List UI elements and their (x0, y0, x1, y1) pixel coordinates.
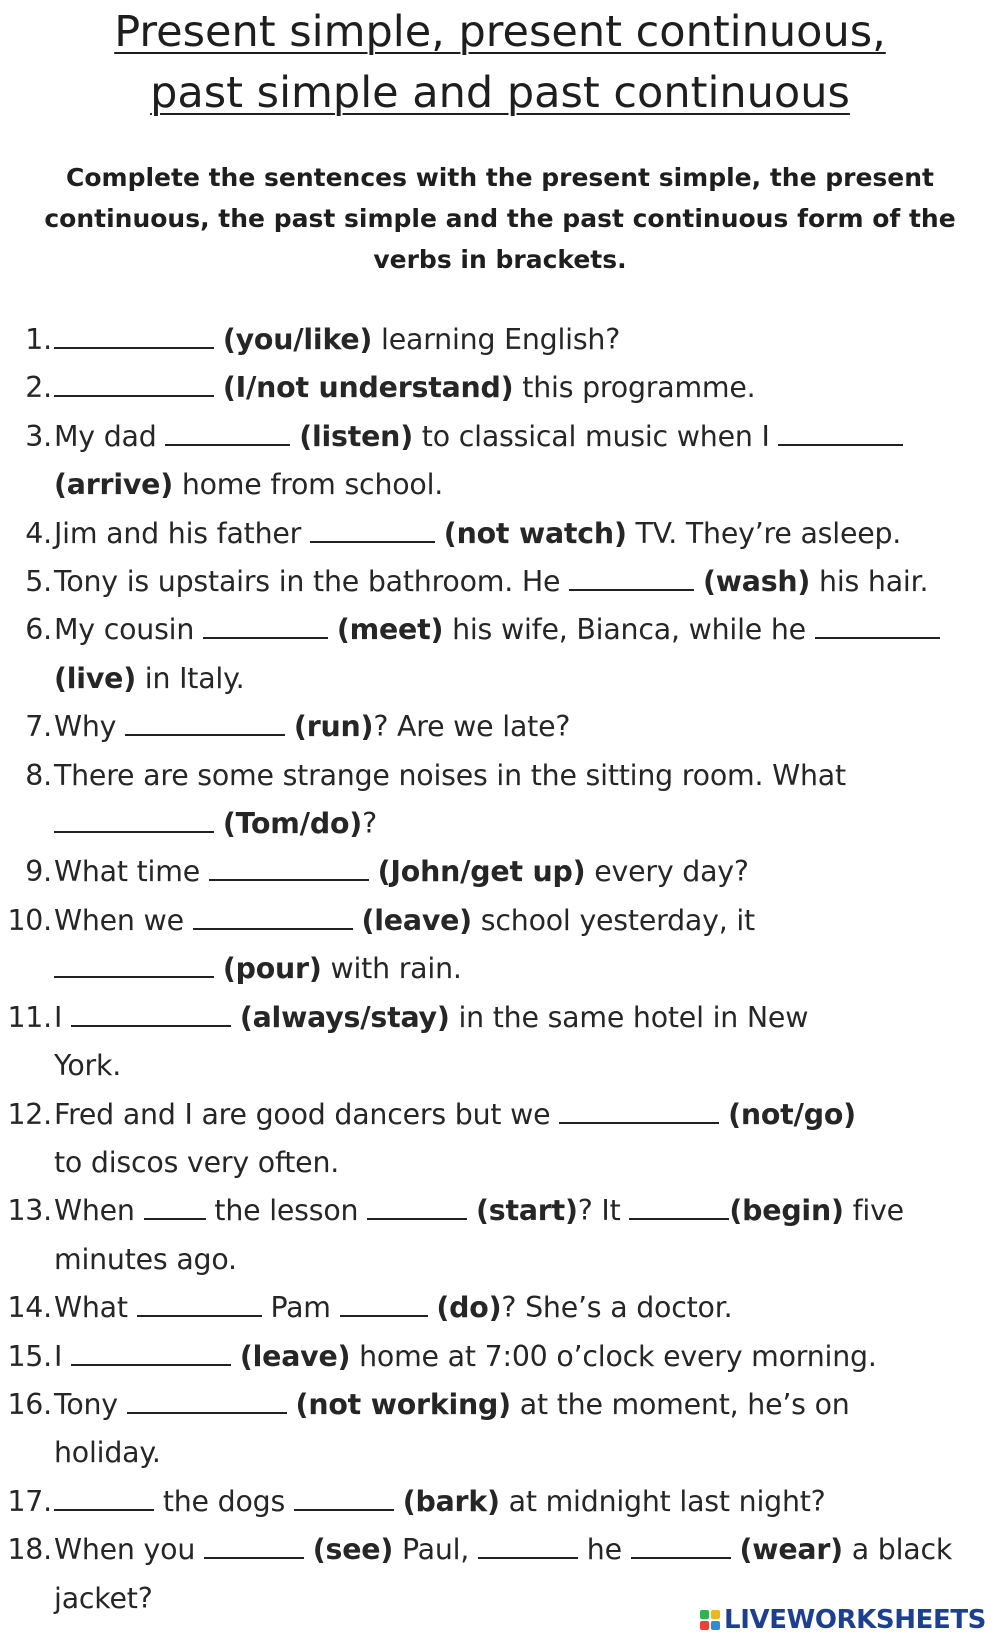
item-number: 10. (7, 903, 52, 937)
answer-blank[interactable] (310, 521, 435, 543)
verb-hint: (do) (436, 1291, 502, 1325)
text: ? Are we late? (373, 710, 571, 744)
text: holiday. (54, 1436, 161, 1470)
text (214, 323, 223, 356)
text: I (54, 1339, 71, 1373)
text: What (54, 1291, 137, 1325)
item-number: 16. (7, 1387, 52, 1421)
text: There are some strange noises in the sitting room. What (54, 758, 846, 792)
text: When (54, 1194, 144, 1228)
item-number: 14. (7, 1291, 52, 1325)
text: Jim and his father (54, 516, 310, 550)
item-number: 5. (25, 565, 52, 599)
text: Fred and I are good dancers but we (54, 1097, 560, 1131)
text: When we (54, 903, 193, 937)
text: at midnight last night? (499, 1484, 826, 1518)
verb-hint: (bark) (402, 1484, 500, 1518)
list-item (0, 1381, 1000, 1478)
list-item (0, 1478, 1000, 1526)
title-line-2: past simple and past continuous (150, 68, 850, 118)
text: ? (362, 807, 377, 841)
answer-blank[interactable] (144, 1198, 206, 1220)
text: with rain. (321, 952, 462, 986)
answer-blank[interactable] (54, 1489, 154, 1511)
list-item (0, 897, 1000, 994)
list-item (0, 1091, 1000, 1188)
item-number: 17. (7, 1484, 52, 1518)
text: minutes ago. (54, 1242, 237, 1276)
list-item (0, 848, 1000, 896)
answer-blank[interactable] (367, 1198, 467, 1220)
answer-blank[interactable] (778, 424, 903, 446)
text: this programme. (513, 371, 756, 405)
text: Paul, (393, 1533, 478, 1567)
item-number: 7. (25, 710, 52, 744)
text: My cousin (54, 613, 203, 647)
answer-blank[interactable] (54, 811, 214, 833)
text: Pam (261, 1291, 340, 1325)
list-item (0, 1333, 1000, 1381)
text: What time (54, 855, 209, 889)
item-number: 13. (7, 1194, 52, 1228)
answer-blank[interactable] (478, 1537, 578, 1559)
text: he (577, 1533, 631, 1567)
text: in the same hotel in New (449, 1000, 809, 1034)
text: When you (54, 1533, 204, 1567)
item-number: 3. (25, 419, 52, 453)
list-item (0, 1187, 1000, 1284)
liveworksheets-logo (700, 1605, 986, 1635)
answer-blank[interactable] (54, 375, 214, 397)
list-item (0, 752, 1000, 849)
text: the lesson (205, 1194, 368, 1228)
text: jacket? (54, 1581, 153, 1615)
verb-hint: (listen) (299, 419, 413, 453)
verb-hint: (Tom/do) (222, 807, 363, 841)
text: My dad (54, 419, 166, 453)
answer-blank[interactable] (165, 424, 290, 446)
verb-hint: (begin) (729, 1194, 844, 1228)
answer-blank[interactable] (204, 1537, 304, 1559)
text: every day? (585, 855, 749, 889)
text: his wife, Bianca, while he (443, 613, 815, 647)
verb-hint: (not/go) (728, 1097, 856, 1131)
answer-blank[interactable] (125, 714, 285, 736)
answer-blank[interactable] (815, 617, 940, 639)
answer-blank[interactable] (54, 956, 214, 978)
answer-blank[interactable] (203, 617, 328, 639)
verb-hint: (I/not understand) (222, 371, 514, 405)
text: at the moment, he’s on (510, 1387, 850, 1421)
text: Tony is upstairs in the bathroom. He (54, 565, 570, 599)
answer-blank[interactable] (294, 1489, 394, 1511)
logo-icon (700, 1610, 720, 1630)
verb-hint: (you/like) (222, 323, 373, 356)
text: in Italy. (135, 661, 245, 695)
text: ? It (577, 1194, 630, 1228)
text: to classical music when I (412, 419, 779, 453)
answer-blank[interactable] (127, 1392, 287, 1414)
item-number: 9. (25, 855, 52, 889)
list-item (0, 558, 1000, 606)
text: to discos very often. (54, 1145, 340, 1179)
verb-hint: (pour) (222, 952, 322, 986)
answer-blank[interactable] (559, 1102, 719, 1124)
item-number: 1. (25, 323, 52, 356)
list-item (0, 316, 1000, 364)
verb-hint: (not watch) (443, 516, 627, 550)
item-number: 8. (25, 758, 52, 792)
list-item (0, 994, 1000, 1091)
text: five (843, 1194, 904, 1228)
answer-blank[interactable] (193, 908, 353, 930)
answer-blank[interactable] (137, 1295, 262, 1317)
item-number: 4. (25, 516, 52, 550)
title-line-1: Present simple, present continuous, (114, 7, 886, 57)
item-number: 2. (25, 371, 52, 405)
list-item (0, 703, 1000, 751)
item-number: 6. (25, 613, 52, 647)
instructions: Complete the sentences with the present simple, the present continuous, the past simple and the past continuous form of the verbs in brackets. (44, 163, 956, 274)
item-number: 18. (7, 1533, 52, 1567)
verb-hint: (start) (475, 1194, 578, 1228)
text: his hair. (810, 565, 929, 599)
answer-blank[interactable] (631, 1537, 731, 1559)
text: school yesterday, it (471, 903, 755, 937)
text: TV. They’re asleep. (626, 516, 902, 550)
item-number: 11. (7, 1000, 52, 1034)
worksheet-title (0, 0, 1000, 124)
list-item (0, 606, 1000, 703)
answer-blank[interactable] (209, 859, 369, 881)
verb-hint: (leave) (361, 903, 472, 937)
verb-hint: (arrive) (54, 468, 174, 502)
text: home from school. (173, 468, 444, 502)
verb-hint: (always/stay) (239, 1000, 450, 1034)
answer-blank[interactable] (54, 327, 214, 349)
verb-hint: (not working) (295, 1387, 511, 1421)
exercise-list (0, 316, 1000, 1623)
text: the dogs (154, 1484, 294, 1518)
list-item (0, 510, 1000, 558)
text: ? She’s a doctor. (501, 1291, 733, 1325)
verb-hint: (wash) (702, 565, 811, 599)
text: York. (54, 1049, 122, 1083)
text: I (54, 1000, 71, 1034)
answer-blank[interactable] (569, 569, 694, 591)
list-item (0, 364, 1000, 412)
list-item (0, 413, 1000, 510)
text: learning English? (372, 323, 621, 356)
text: home at 7:00 o’clock every morning. (350, 1339, 877, 1373)
text (214, 371, 223, 404)
answer-blank[interactable] (629, 1198, 729, 1220)
list-item (0, 1284, 1000, 1332)
verb-hint: (run) (293, 710, 374, 744)
verb-hint: (John/get up) (377, 855, 586, 889)
answer-blank[interactable] (340, 1295, 428, 1317)
item-number: 15. (7, 1339, 52, 1373)
text: a black (842, 1533, 953, 1567)
answer-blank[interactable] (71, 1344, 231, 1366)
brand-name: LIVEWORKSHEETS (724, 1605, 986, 1635)
text: Tony (54, 1387, 127, 1421)
verb-hint: (wear) (739, 1533, 843, 1567)
verb-hint: (see) (312, 1533, 394, 1567)
verb-hint: (meet) (336, 613, 444, 647)
text: Why (54, 710, 126, 744)
verb-hint: (live) (54, 661, 136, 695)
answer-blank[interactable] (71, 1005, 231, 1027)
verb-hint: (leave) (239, 1339, 351, 1373)
item-number: 12. (7, 1097, 52, 1131)
